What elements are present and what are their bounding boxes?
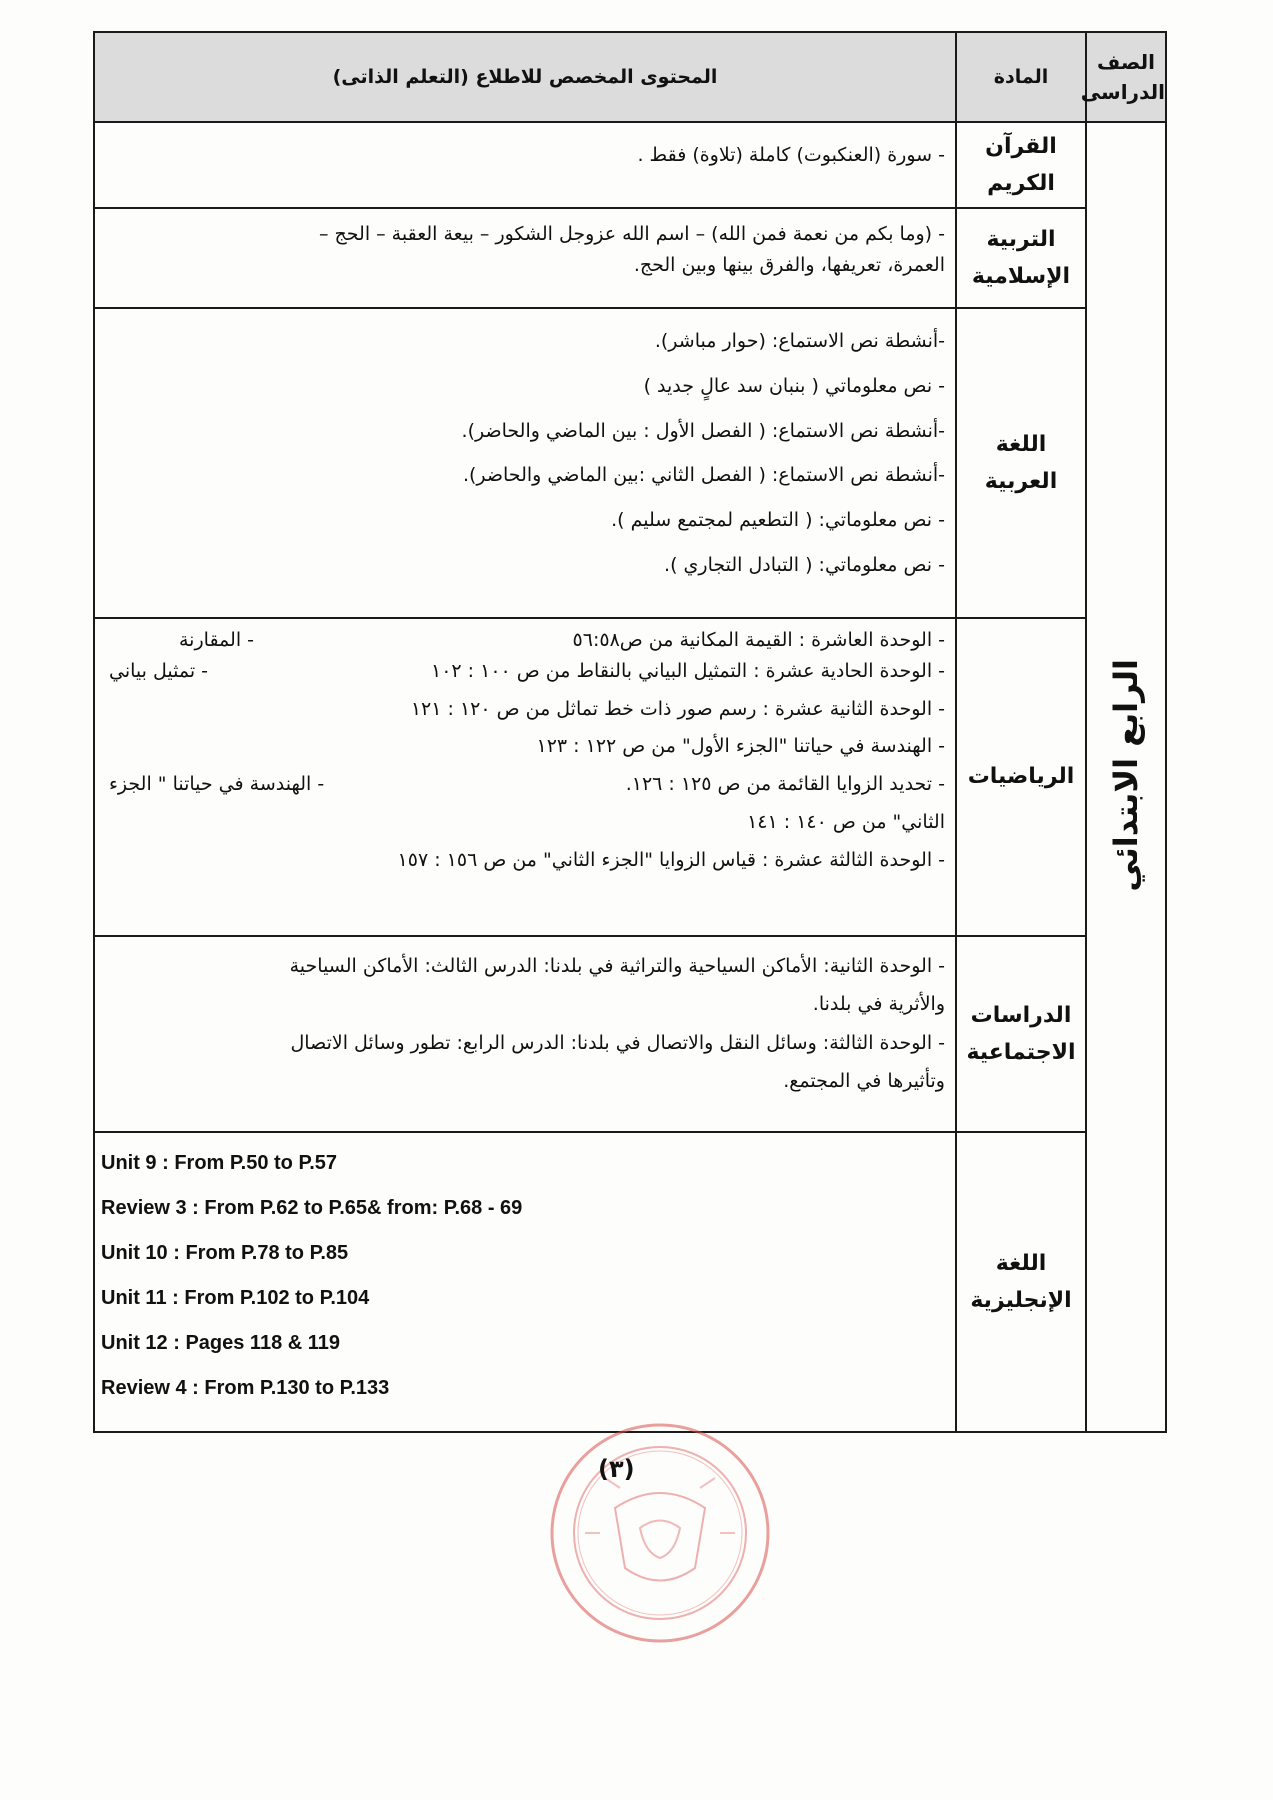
content-line [109, 762, 945, 807]
content-line: - الوحدة الثانية: الأماكن السياحية والتراثية في بلدنا: الدرس الثالث: الأماكن السياحية [289, 955, 945, 977]
content-line: Unit 12 : Pages 118 & 119 [101, 1332, 341, 1354]
content-text: - تحديد الزوايا القائمة من ص ١٢٥ : ١٢٦. [625, 773, 945, 796]
header-grade: الصف الدراسى [1086, 32, 1166, 122]
content-text: - الوحدة العاشرة : القيمة المكانية من ص٥٦:٥٨ [572, 629, 945, 651]
content-line: -أنشطة نص الاستماع: ( الفصل الثاني :بين الماضي والحاضر). [462, 464, 945, 487]
content-line: والأثرية في بلدنا. [812, 993, 945, 1016]
table-row [94, 618, 1166, 936]
content-line: - سورة (العنكبوت) كاملة (تلاوة) فقط . [637, 144, 945, 166]
table-header-row [94, 32, 1166, 122]
table-row [94, 936, 1166, 1132]
content-line: - الوحدة الثانية عشرة : رسم صور ذات خط تماثل من ص ١٢٠ : ١٢١ [410, 697, 945, 720]
page-number: (٣) [598, 1455, 635, 1483]
content-line [109, 656, 945, 687]
content-line: Review 4 : From P.130 to P.133 [101, 1377, 390, 1399]
content-text: - الوحدة الحادية عشرة : التمثيل البياني بالنقاط من ص ١٠٠ : ١٠٢ [431, 659, 945, 682]
content-line: Unit 11 : From P.102 to P.104 [101, 1287, 370, 1309]
table-row [94, 308, 1166, 618]
content-line: - الوحدة الثالثة: وسائل النقل والاتصال في بلدنا: الدرس الرابع: تطور وسائل الاتصال [290, 1031, 945, 1054]
grade-cell [1086, 122, 1166, 1432]
content-line: - نص معلوماتي ( بنبان سد عالٍ جديد ) [643, 374, 945, 397]
subject-arabic: اللغة العربية [956, 308, 1086, 618]
subject-english: اللغة الإنجليزية [956, 1132, 1086, 1432]
content-line: - الوحدة الثالثة عشرة : قياس الزوايا "الجزء الثاني" من ص ١٥٦ : ١٥٧ [397, 848, 945, 871]
content-line: - الهندسة في حياتنا "الجزء الأول" من ص ١٢٢ : ١٢٣ [536, 735, 945, 758]
content-social [94, 936, 956, 1132]
content-line: Review 3 : From P.62 to P.65& from: P.68 - 69 [101, 1197, 523, 1219]
header-content: المحتوى المخصص للاطلاع (التعلم الذاتى) [94, 32, 956, 122]
content-line: العمرة، تعريفها، والفرق بينها وبين الحج. [633, 253, 945, 276]
subject-social: الدراسات الاجتماعية [956, 936, 1086, 1132]
content-text: - الهندسة في حياتنا " الجزء [109, 773, 325, 796]
table-row [94, 1132, 1166, 1432]
content-islamic [94, 208, 956, 308]
subject-math: الرياضيات [956, 618, 1086, 936]
table-row [94, 122, 1166, 208]
content-text: - تمثيل بياني [109, 659, 208, 682]
content-line [109, 625, 945, 656]
content-arabic [94, 308, 956, 618]
subject-quran: القرآن الكريم [956, 122, 1086, 208]
header-subject: المادة [956, 32, 1086, 122]
content-line: - نص معلوماتي: ( التبادل التجاري ). [664, 553, 945, 576]
content-line: -أنشطة نص الاستماع: (حوار مباشر). [654, 330, 945, 352]
content-line: -أنشطة نص الاستماع: ( الفصل الأول : بين الماضي والحاضر). [461, 419, 945, 442]
table-row [94, 208, 1166, 308]
subject-islamic: التربية الإسلامية [956, 208, 1086, 308]
content-line: Unit 10 : From P.78 to P.85 [101, 1242, 349, 1264]
grade-label: الرابع الابتدائي [1107, 658, 1145, 892]
content-line: Unit 9 : From P.50 to P.57 [101, 1152, 338, 1174]
content-line: الثاني" من ص ١٤٠ : ١٤١ [747, 810, 945, 833]
content-line: - نص معلوماتي: ( التطعيم لمجتمع سليم ). [611, 509, 945, 532]
official-stamp [545, 1418, 775, 1648]
content-quran [94, 122, 956, 208]
content-text: - المقارنة [179, 629, 254, 651]
curriculum-table [93, 31, 1167, 1433]
content-english [94, 1132, 956, 1432]
content-math [94, 618, 956, 936]
content-line: - (وما بكم من نعمة فمن الله) – اسم الله عزوجل الشكور – بيعة العقبة – الحج – [318, 223, 945, 245]
content-line: وتأثيرها في المجتمع. [783, 1070, 945, 1093]
